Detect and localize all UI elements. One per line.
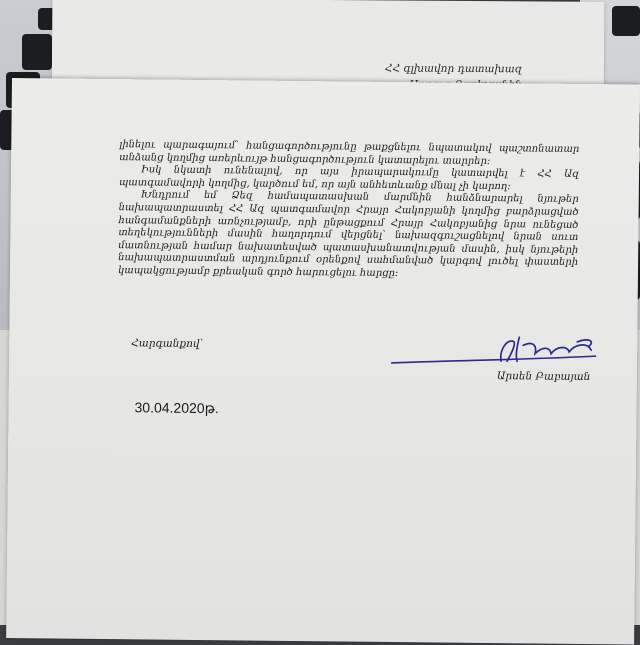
keyboard-key bbox=[22, 34, 52, 70]
letter-body bbox=[118, 139, 579, 282]
letter-paragraph: լինելու պարագայում՝ հանցագործությունը թաքցնելու նպատակով պաշտոնատար անձանց կողմից առերևույթ հանցագործություն կատարելու տարրեր: bbox=[119, 139, 580, 167]
letter-page bbox=[6, 78, 640, 645]
signer-name: Արսեն Բաբայան bbox=[496, 370, 591, 384]
keyboard-key bbox=[612, 6, 640, 36]
addressee-title: ՀՀ գլխավոր դատախազ bbox=[384, 62, 522, 76]
letter-date: 30.04.2020թ. bbox=[134, 399, 219, 417]
letter-closing: Հարգանքով՝ bbox=[131, 337, 204, 351]
letter-paragraph: Իսկ նկատի ունենալով, որ այս իրապարակումը կատարվել է ՀՀ Ազ պատգամավորի կողմից, կարծում եմ, որ այն անհետևանք մնալ չի կարող: bbox=[118, 164, 580, 193]
handwritten-signature bbox=[391, 330, 601, 372]
letter-paragraph: Խնդրում եմ Ձեզ համապատասխան մարմնին հանձնարարել նյութեր նախապատրաստել ՀՀ Ազ պատգամավոր Հրայր Հակոբյանի կողմից բարձրացված հանգամանքների առնչությամբ, որի ընթացքում Հրայր Հակոբյանից նրա ունեցած տեղեկությունների մասին հաղորդում վերցնել՝ նախազգուշացնելով նրան սուտ մատնության համար նախատեսված պատասխանատվության մասին, իսկ նյութերի նախապատրաստման արդյունքում օրենքով սահմանված կարգով լուծել փաստերի կապակցությամբ քրեական գործ հարուցելու հարցը: bbox=[117, 189, 579, 279]
